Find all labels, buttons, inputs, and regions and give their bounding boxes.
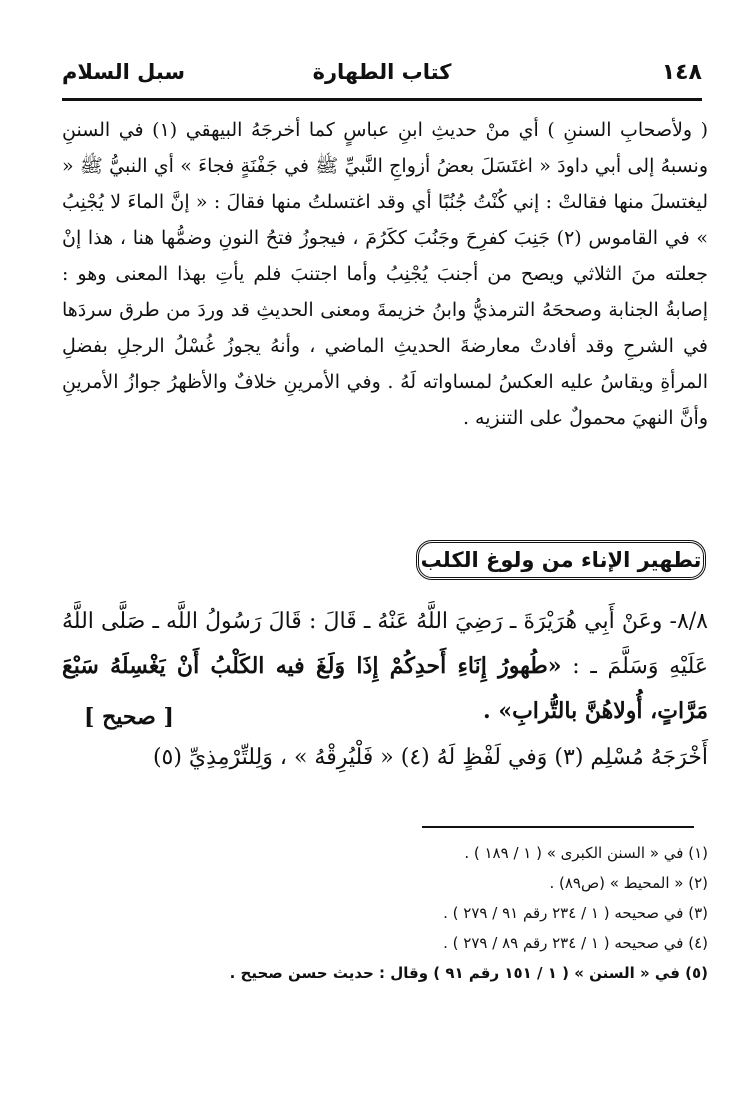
- footnote-3: (٣) في صحيحه ( ١ / ٢٣٤ رقم ٩١ / ٢٧٩ ) .: [443, 904, 708, 922]
- footnote-2: (٢) « المحيط » (ص٨٩) .: [549, 874, 708, 892]
- page-header: [62, 56, 702, 96]
- hadith-text: «طُهورُ إِنَاءِ أَحدِكُمْ إِذَا وَلَغَ فيه الكَلْبُ أَنْ يَغْسِلَهُ سَبْعَ مَرَّاتٍ، أُولاهُنَّ بالتُّرابِ» .: [62, 653, 708, 724]
- hadith-grade: [ صحيح ]: [84, 704, 174, 730]
- footnotes: [62, 838, 708, 988]
- hadith-intro: ٨/٨- وعَنْ أَبِي هُرَيْرَةَ ـ رَضِيَ اللَّهُ عَنْهُ ـ قَالَ : قَالَ رَسُولُ اللَّه ـ صَلَّى اللَّهُ عَلَيْهِ وَسَلَّمَ ـ :: [62, 609, 708, 679]
- book-title: سبل السلام: [62, 60, 186, 84]
- page-number: ١٤٨: [661, 60, 702, 85]
- section-heading: تطهير الإناء من ولوغ الكلب: [416, 540, 706, 580]
- commentary-text: [62, 112, 708, 436]
- footnote-1: (١) في « السنن الكبرى » ( ١ / ١٨٩ ) .: [464, 844, 708, 862]
- commentary-paragraph: ( ولأصحابِ السننِ ) أي منْ حديثِ ابنِ عباسٍ كما أخرجَهُ البيهقي (١) في السننِ ونسبهُ إلى أبي داودَ « اغتَسَلَ بعضُ أزواجِ النَّبيِّ ﷺ في جَفْنَةٍ فجاءَ » أي النبيُّ ﷺ « ليغتسلَ منها فقالتْ : إني كُنْتُ جُنُبًا أي وقد اغتسلتُ منها فقالَ : « إنَّ الماءَ لا يُجْنِبُ » في القاموس (٢) جَنِبَ كفرِحَ وجَنُبَ ككَرُمَ ، فيجوزُ فتحُ النونِ وضمُّها هنا ، هذا إنْ جعلته منَ الثلاثي ويصح من أجنبَ يُجْنِبُ وأما اجتنبَ فلم يأتِ بهذا المعنى وهو : إصابةُ الجنابة وصححَهُ الترمذيُّ وابنُ خزيمةَ ومعنى الحديثِ قد وردَ من طرق سردَها في الشرحِ وقد أفادتْ معارضةَ الحديثِ الماضي ، وأنهُ يجوزُ غُسْلُ الرجلِ بفضلِ المرأةِ ويقاسُ عليه العكسُ لمساواته لَهُ . وفي الأمرينِ خلافٌ والأظهرُ جوازُ الأمرينِ وأنَّ النهيَ محمولٌ على التنزيه .: [62, 119, 709, 429]
- header-rule: [62, 98, 702, 101]
- footnote-5: (٥) في « السنن » ( ١ / ١٥١ رقم ٩١ ) وقال : حديث حسن صحيح .: [229, 964, 708, 982]
- chapter-title: كتاب الطهارة: [312, 60, 452, 84]
- hadith-source: أَخْرَجَهُ مُسْلِم (٣) وَفي لَفْظٍ لَهُ (٤) « فَلْيُرِقْهُ » ، وَلِلتِّرْمِذِيِّ (٥): [152, 745, 708, 770]
- footnote-rule: [422, 826, 694, 828]
- footnote-4: (٤) في صحيحه ( ١ / ٢٣٤ رقم ٨٩ / ٢٧٩ ) .: [443, 934, 708, 952]
